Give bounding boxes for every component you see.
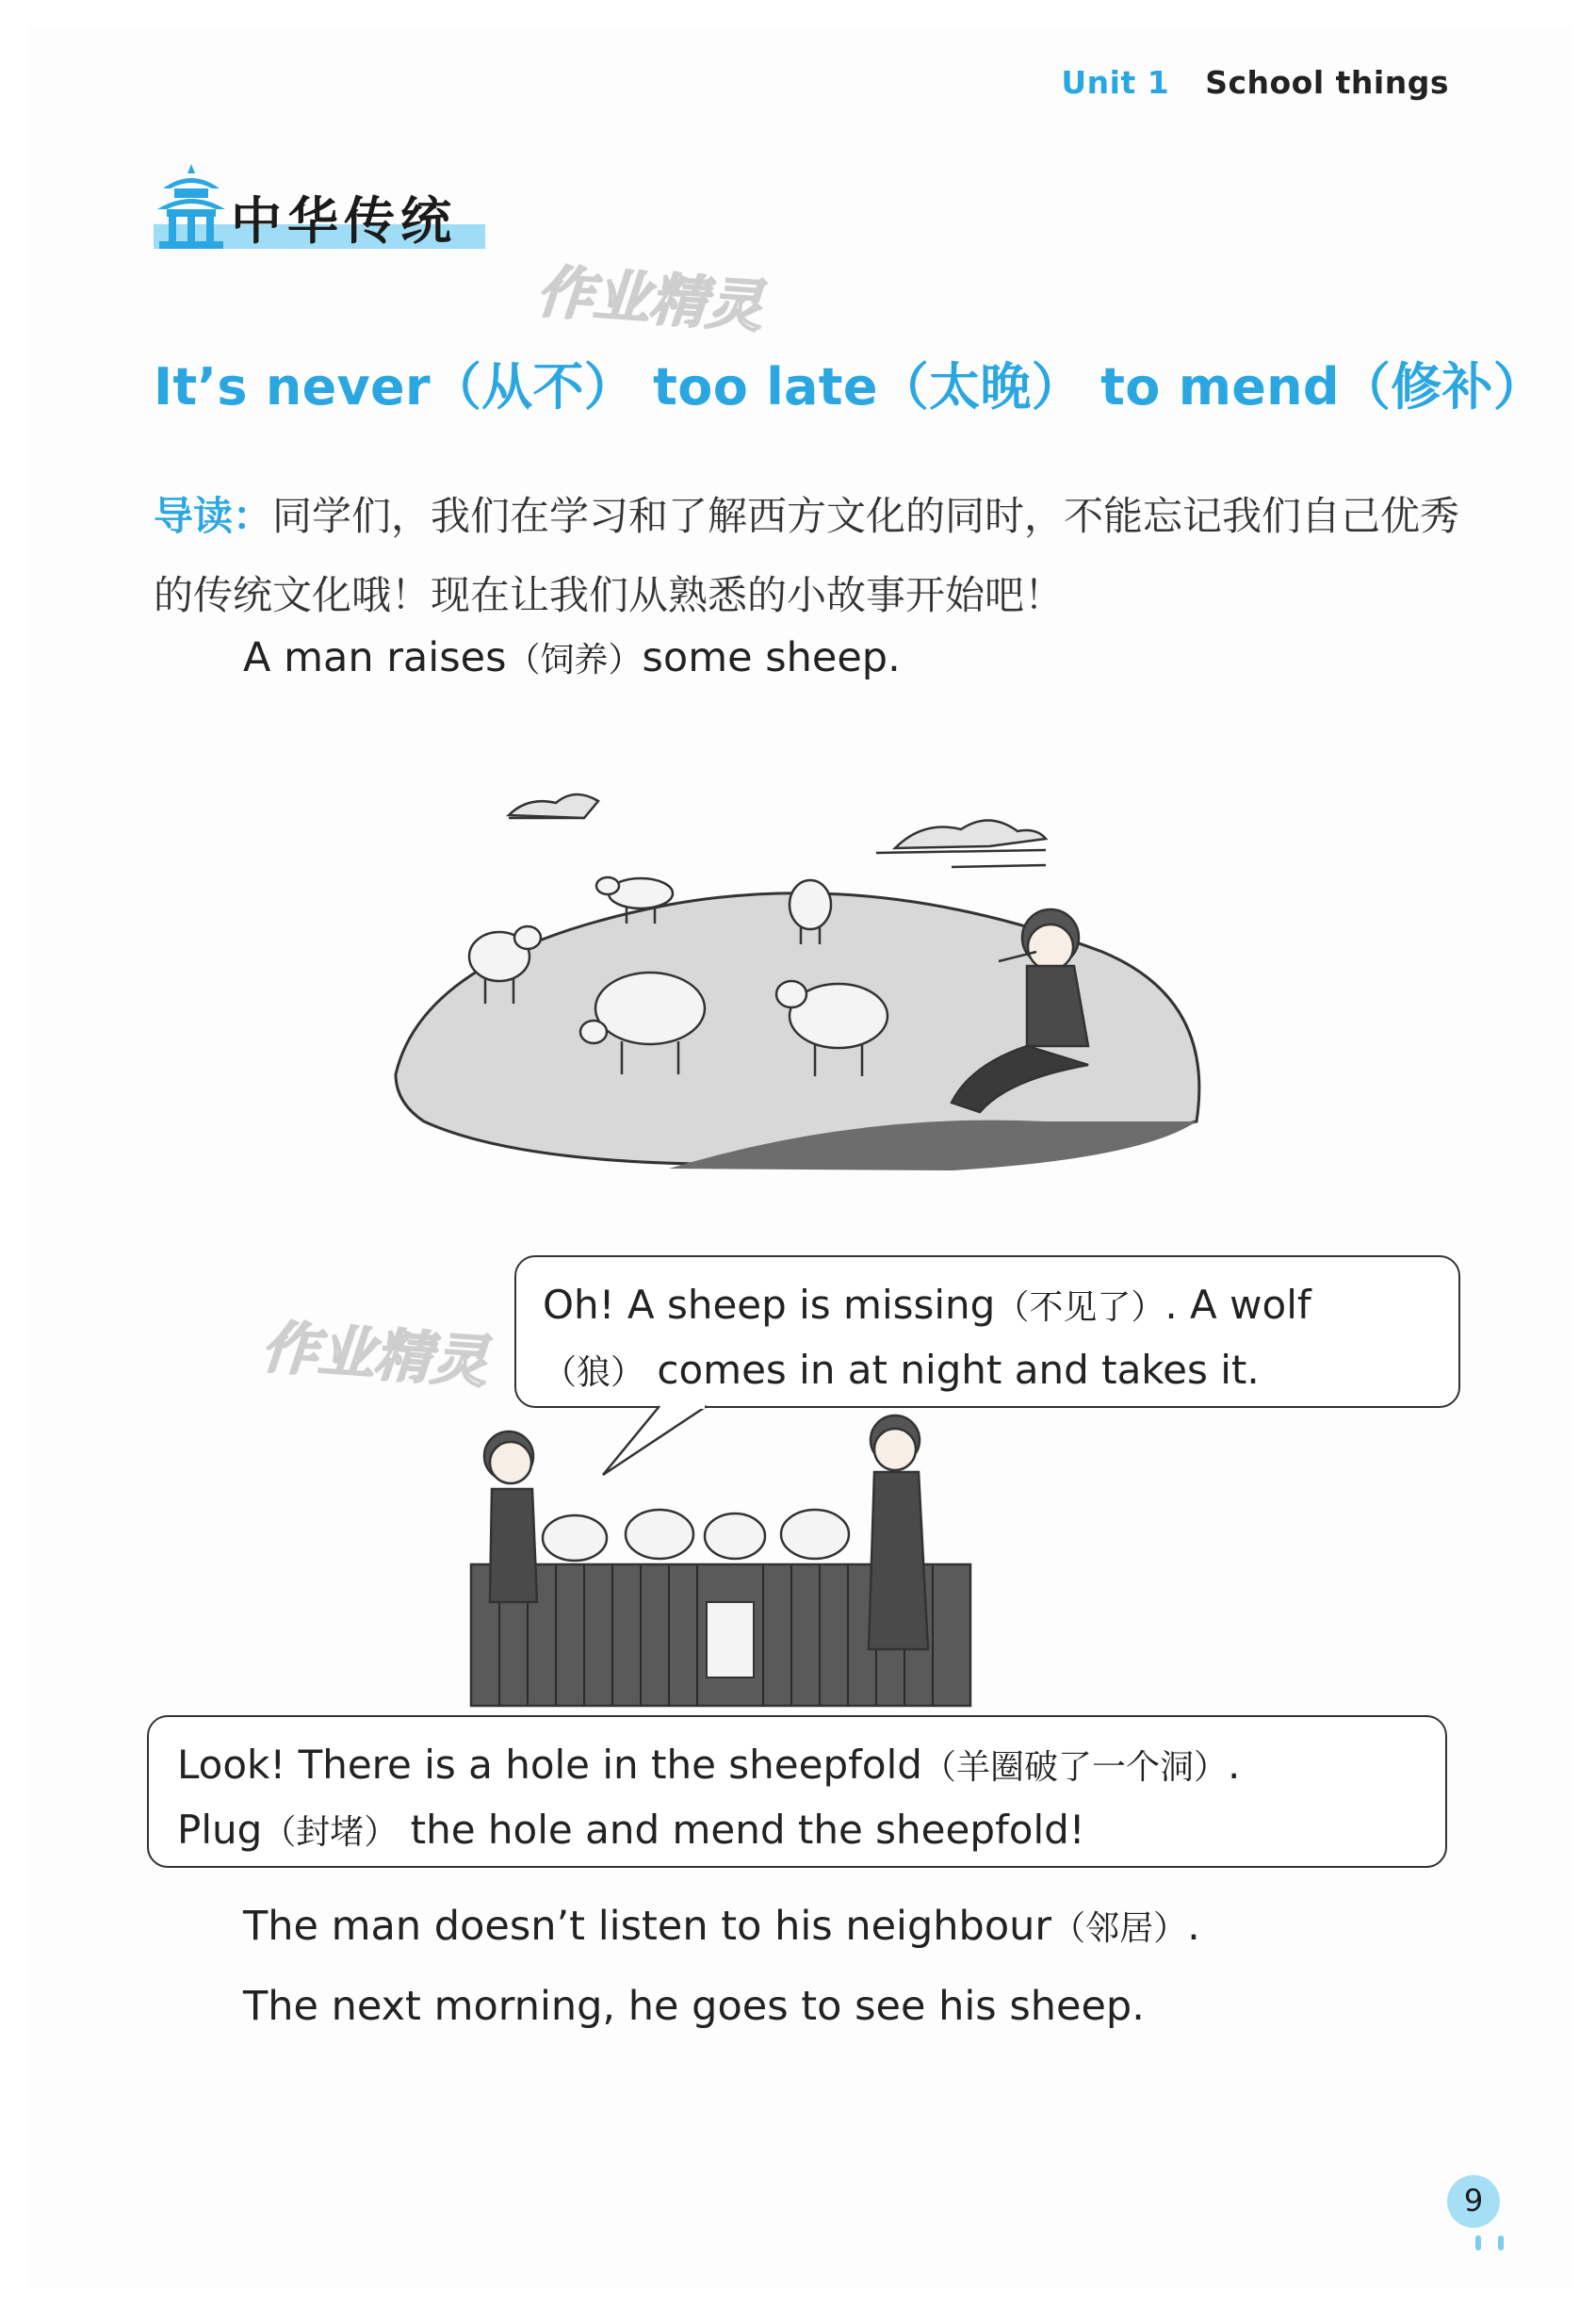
illustration-sheep-on-hill [386,763,1206,1206]
intro-text: 同学们，我们在学习和了解西方文化的同时，不能忘记我们自己优秀的传统文化哦！现在让我们从熟悉的小故事开始吧！ [154,493,1460,618]
story-text: The man doesn’t listen to his neighbour [243,1903,1052,1950]
bubble-text: Look! There is a hole in the sheepfold [177,1742,922,1788]
bubble-line [543,1274,1436,1339]
intro-label: 导读： [154,493,273,539]
bubble-text: . [1227,1742,1241,1788]
pagoda-icon [154,160,229,251]
lesson-title: It’s never（从不） too late（太晚） to mend（修补） [154,357,1545,417]
bubble-line [177,1799,1423,1864]
section-banner [154,160,485,258]
story-text: A man raises [243,634,507,681]
chinese-gloss: （邻居） [1051,1909,1188,1948]
bubble-text: Plug [177,1807,263,1853]
chinese-gloss: （狼） [543,1353,645,1392]
story-text: . [1187,1903,1200,1950]
speech-bubble-hole [147,1715,1447,1868]
intro-paragraph [154,477,1463,635]
bubble-text: . A wolf [1164,1282,1311,1328]
bubble-text: the hole and mend the sheepfold! [410,1807,1085,1853]
story-line-1 [243,633,901,681]
bubble-text: comes in at night and takes it. [657,1347,1260,1393]
chinese-gloss: （不见了） [995,1288,1165,1327]
story-text: some sheep. [642,634,901,681]
unit-label: Unit 1 [1061,64,1170,101]
bubble-text: Oh! A sheep is missing [543,1282,996,1328]
chinese-gloss: （饲养） [506,641,643,679]
page-number: 9 [1463,2183,1484,2218]
unit-title: School things [1205,64,1449,101]
watermark: 作业精灵 [259,1314,490,1397]
chinese-gloss: （羊圈破了一个洞） [921,1748,1228,1787]
badge-drip [1475,2235,1481,2250]
bubble-line [543,1339,1436,1404]
page-number-badge [1447,2175,1500,2228]
chinese-gloss: （封堵） [262,1813,399,1852]
watermark: 作业精灵 [534,258,765,341]
speech-bubble-wolf [514,1255,1460,1408]
bubble-line [177,1734,1423,1799]
running-header [1061,64,1449,101]
story-line-next-morning: The next morning, he goes to see his sheep. [243,1983,1145,2030]
story-line-neighbour [243,1902,1200,1950]
illustration-sheepfold [433,1414,999,1715]
banner-title: 中华传统 [231,191,457,251]
badge-drip [1498,2235,1504,2250]
